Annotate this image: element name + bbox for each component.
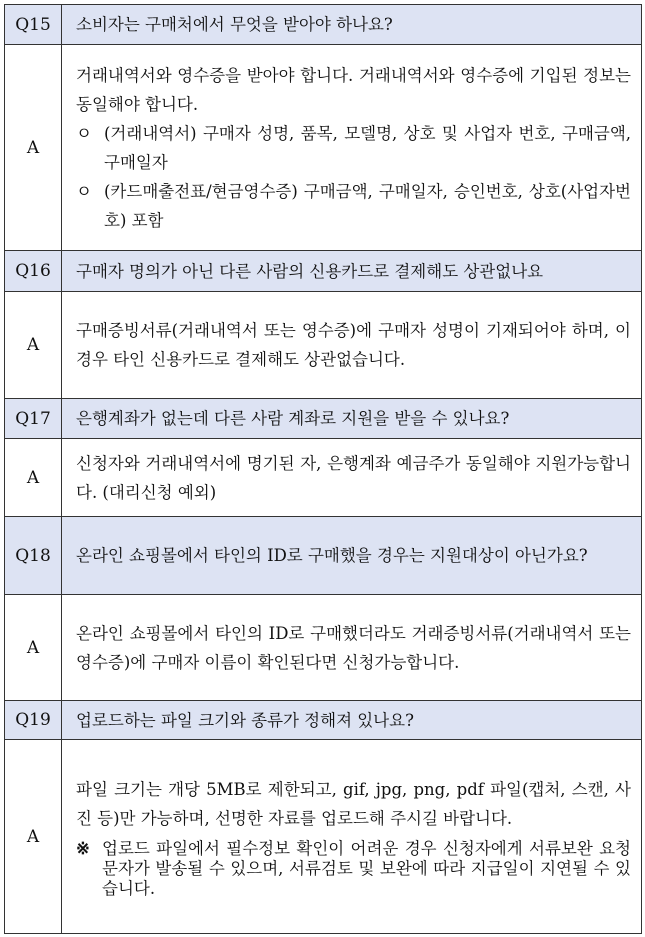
answer-text: 온라인 쇼핑몰에서 타인의 ID로 구매했더라도 거래증빙서류(거래내역서 또는 영수증)에 구매자 이름이 확인된다면 신청가능합니다. [62,595,642,701]
answer-label: A [5,439,62,517]
question-text: 업로드하는 파일 크기와 종류가 정해져 있나요? [62,701,642,740]
answer-text: 구매증빙서류(거래내역서 또는 영수증)에 구매자 성명이 기재되어야 하며, 이 경우 타인 신용카드로 결제해도 상관없습니다. [62,292,642,399]
answer-row [5,45,642,251]
question-text: 은행계좌가 없는데 다른 사람 계좌로 지원을 받을 수 있나요? [62,399,642,439]
note-text: 업로드 파일에서 필수정보 확인이 어려운 경우 신청자에게 서류보완 요청 문자가 발송될 수 있으며, 서류검토 및 보완에 따라 지급일이 지연될 수 있습니다. [102,838,631,898]
question-text: 온라인 쇼핑몰에서 타인의 ID로 구매했을 경우는 지원대상이 아닌가요? [62,517,642,595]
question-number: Q15 [5,5,62,45]
answer-row [5,439,642,517]
answer-label: A [5,595,62,701]
answer-cell [62,45,642,251]
bullet-text: (카드매출전표/현금영수증) 구매금액, 구매일자, 승인번호, 상호(사업자번호) 포함 [104,181,631,230]
question-row [5,5,642,45]
answer-label: A [5,740,62,934]
bullet-text: (거래내역서) 구매자 성명, 품목, 모델명, 상호 및 사업자 번호, 구매금액, 구매일자 [104,123,631,172]
bullet-mark: ㅇ [76,181,92,201]
question-number: Q19 [5,701,62,740]
question-number: Q18 [5,517,62,595]
answer-bullet [76,119,631,177]
answer-row [5,292,642,399]
question-text: 소비자는 구매처에서 무엇을 받아야 하나요? [62,5,642,45]
answer-row [5,595,642,701]
answer-cell [62,740,642,934]
note-mark: ※ [76,838,90,858]
question-text: 구매자 명의가 아닌 다른 사람의 신용카드로 결제해도 상관없나요 [62,251,642,292]
question-number: Q17 [5,399,62,439]
answer-label: A [5,45,62,251]
answer-row [5,740,642,934]
answer-note [76,839,631,899]
question-row [5,399,642,439]
question-number: Q16 [5,251,62,292]
answer-text: 신청자와 거래내역서에 명기된 자, 은행계좌 예금주가 동일해야 지원가능합니다. (대리신청 예외) [62,439,642,517]
question-row [5,251,642,292]
answer-text: 파일 크기는 개당 5MB로 제한되고, gif, jpg, png, pdf 파일(캡처, 스캔, 사진 등)만 가능하며, 선명한 자료를 업로드해 주시길 바랍니다. [76,779,631,828]
answer-bullet [76,177,631,235]
answer-label: A [5,292,62,399]
bullet-mark: ㅇ [76,123,92,143]
question-row [5,517,642,595]
question-row [5,701,642,740]
answer-text: 거래내역서와 영수증을 받아야 합니다. 거래내역서와 영수증에 기입된 정보는 동일해야 합니다. [76,65,631,114]
faq-table [4,4,642,934]
